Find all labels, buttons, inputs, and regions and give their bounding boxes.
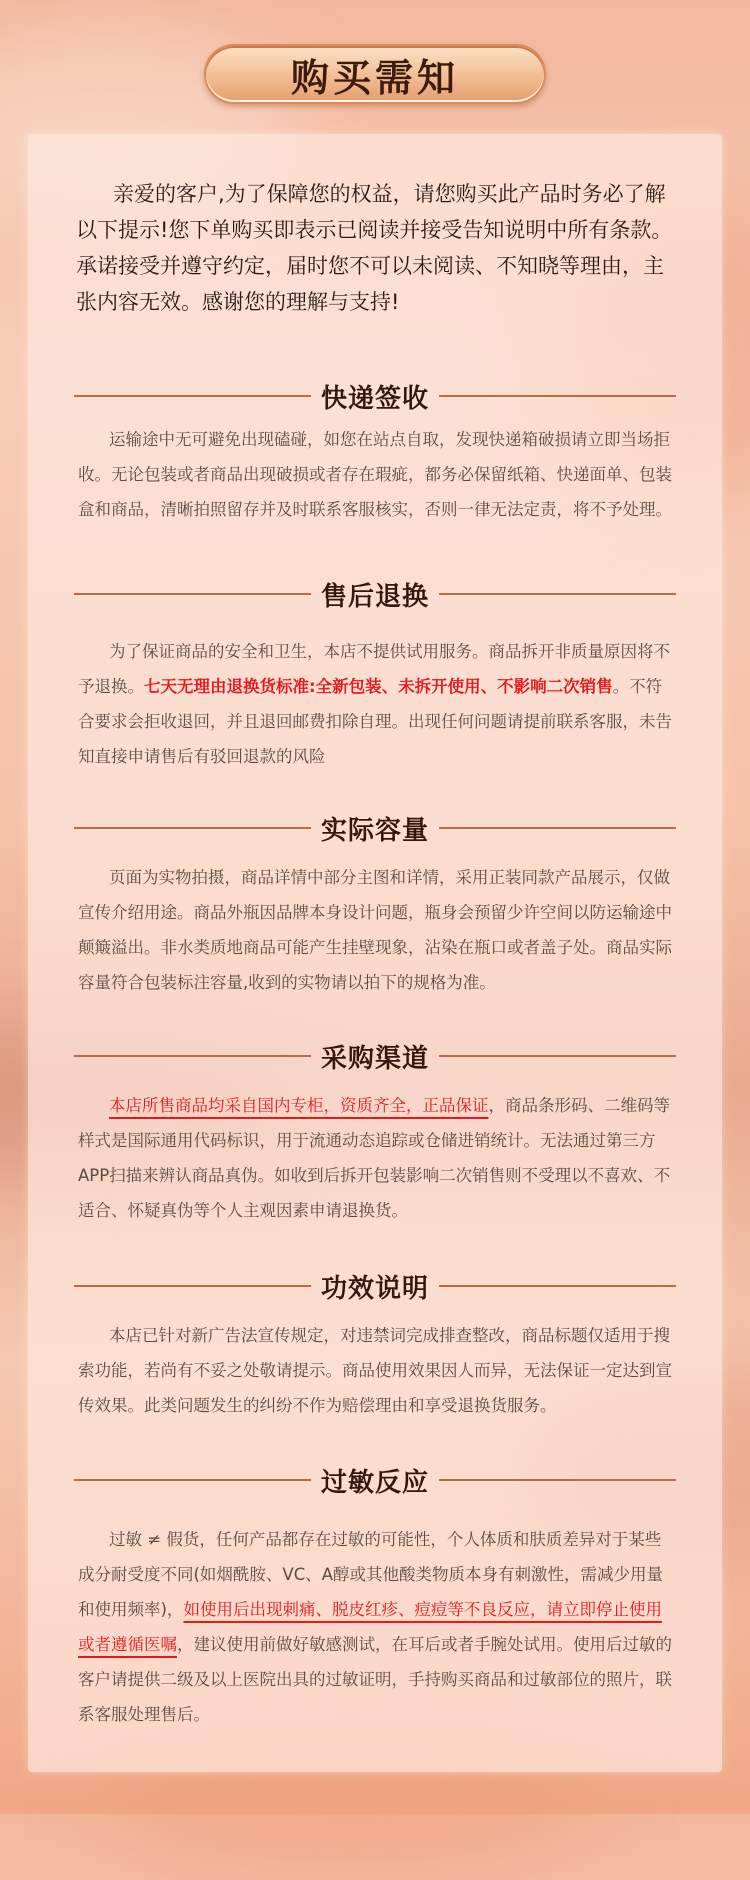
- section-text-sourcing: [78, 1088, 674, 1228]
- section-text-after-sales: [78, 634, 674, 774]
- section-title: 快递签收: [321, 383, 430, 414]
- divider-line: [74, 827, 311, 829]
- text-segment: 过敏 ≠ 假货，任何产品都存在过敏的可能性，个人体质和肤质差异对于某些成分耐受度不同(如烟酰胺、VC、A醇或其他酸类物质本身有刺激性，需减少用量和使用频率)，: [78, 1530, 664, 1619]
- page-title: 购买需知: [290, 55, 459, 100]
- section-title: 实际容量: [321, 815, 430, 846]
- text-segment: ，商品条形码、二维码等样式是国际通用代码标识，用于流通动态追踪或仓储进销统计。无法通过第三方APP扫描来辨认商品真伪。如收到后拆开包装影响二次销售则不受理以不喜欢、不适合、怀疑真伪等个人主观因素申请退换货。: [78, 1096, 671, 1220]
- divider-line: [74, 593, 311, 595]
- highlight-return-policy: 七天无理由退换货标准:全新包装、未拆开使用、不影响二次销售: [144, 677, 613, 696]
- title-badge: [204, 44, 546, 104]
- divider-line: [439, 593, 676, 595]
- section-heading-delivery: [74, 376, 676, 416]
- section-text-efficacy: 本店已针对新广告法宣传规定，对违禁词完成排查整改，商品标题仅适用于搜索功能，若尚有不妥之处敬请提示。商品使用效果因人而异，无法保证一定达到宣传效果。此类问题发生的纠纷不作为赔偿理由和享受退换货服务。: [78, 1326, 672, 1415]
- divider-line: [74, 395, 311, 397]
- divider-line: [74, 1055, 311, 1057]
- section-title: 功效说明: [321, 1273, 430, 1304]
- divider-line: [74, 1479, 311, 1481]
- section-text-capacity: 页面为实物拍摄，商品详情中部分主图和详情，采用正装同款产品展示，仅做宣传介绍用途。商品外瓶因品牌本身设计问题，瓶身会预留少许空间以防运输途中颠簸溢出。非水类质地商品可能产生挂壁现象，沾染在瓶口或者盖子处。商品实际容量符合包装标注容量,收到的实物请以拍下的规格为准。: [78, 868, 672, 992]
- section-text-allergy: [78, 1522, 674, 1732]
- divider-line: [439, 1479, 676, 1481]
- text-segment: 。不符合要求会拒收退回，并且退回邮费扣除自理。出现任何问题请提前联系客服，未告知直接申请售后有驳回退款的风险: [78, 677, 672, 766]
- highlight-authentic-guarantee: 本店所售商品均采自国内专柜，资质齐全，正品保证: [109, 1096, 489, 1115]
- section-heading-after-sales: [74, 574, 676, 614]
- highlight-stop-use-warning: 如使用后出现刺痛、脱皮红疹、痘痘等不良反应，请立即停止使用或者遵循医嘱: [78, 1600, 662, 1654]
- section-text-delivery: 运输途中无可避免出现磕碰，如您在站点自取，发现快递箱破损请立即当场拒收。无论包装或者商品出现破损或者存在瑕疵，都务必保留纸箱、快递面单、包装盒和商品，清晰拍照留存并及时联系客服核实，否则一律无法定责，将不予处理。: [78, 430, 672, 519]
- section-title: 采购渠道: [321, 1043, 430, 1074]
- section-title: 售后退换: [321, 581, 430, 612]
- divider-line: [74, 1285, 311, 1287]
- text-segment: ，建议使用前做好敏感测试，在耳后或者手腕处试用。使用后过敏的客户请提供二级及以上医院出具的过敏证明，手持购买商品和过敏部位的照片，联系客服处理售后。: [78, 1635, 672, 1724]
- divider-line: [439, 1285, 676, 1287]
- intro-paragraph: 亲爱的客户,为了保障您的权益，请您购买此产品时务必了解以下提示!您下单购买即表示已阅读并接受告知说明中所有条款。承诺接受并遵守约定，届时您不可以未阅读、不知晓等理由，主张内容无效。感谢您的理解与支持!: [76, 182, 673, 314]
- section-heading-allergy: [74, 1460, 676, 1500]
- divider-line: [439, 1055, 676, 1057]
- section-heading-capacity: [74, 808, 676, 848]
- divider-line: [439, 827, 676, 829]
- section-heading-sourcing: [74, 1036, 676, 1076]
- section-heading-efficacy: [74, 1266, 676, 1306]
- divider-line: [439, 395, 676, 397]
- section-title: 过敏反应: [321, 1467, 430, 1498]
- text-segment: 为了保证商品的安全和卫生，本店不提供试用服务。商品拆开非质量原因将不予退换。: [78, 642, 670, 696]
